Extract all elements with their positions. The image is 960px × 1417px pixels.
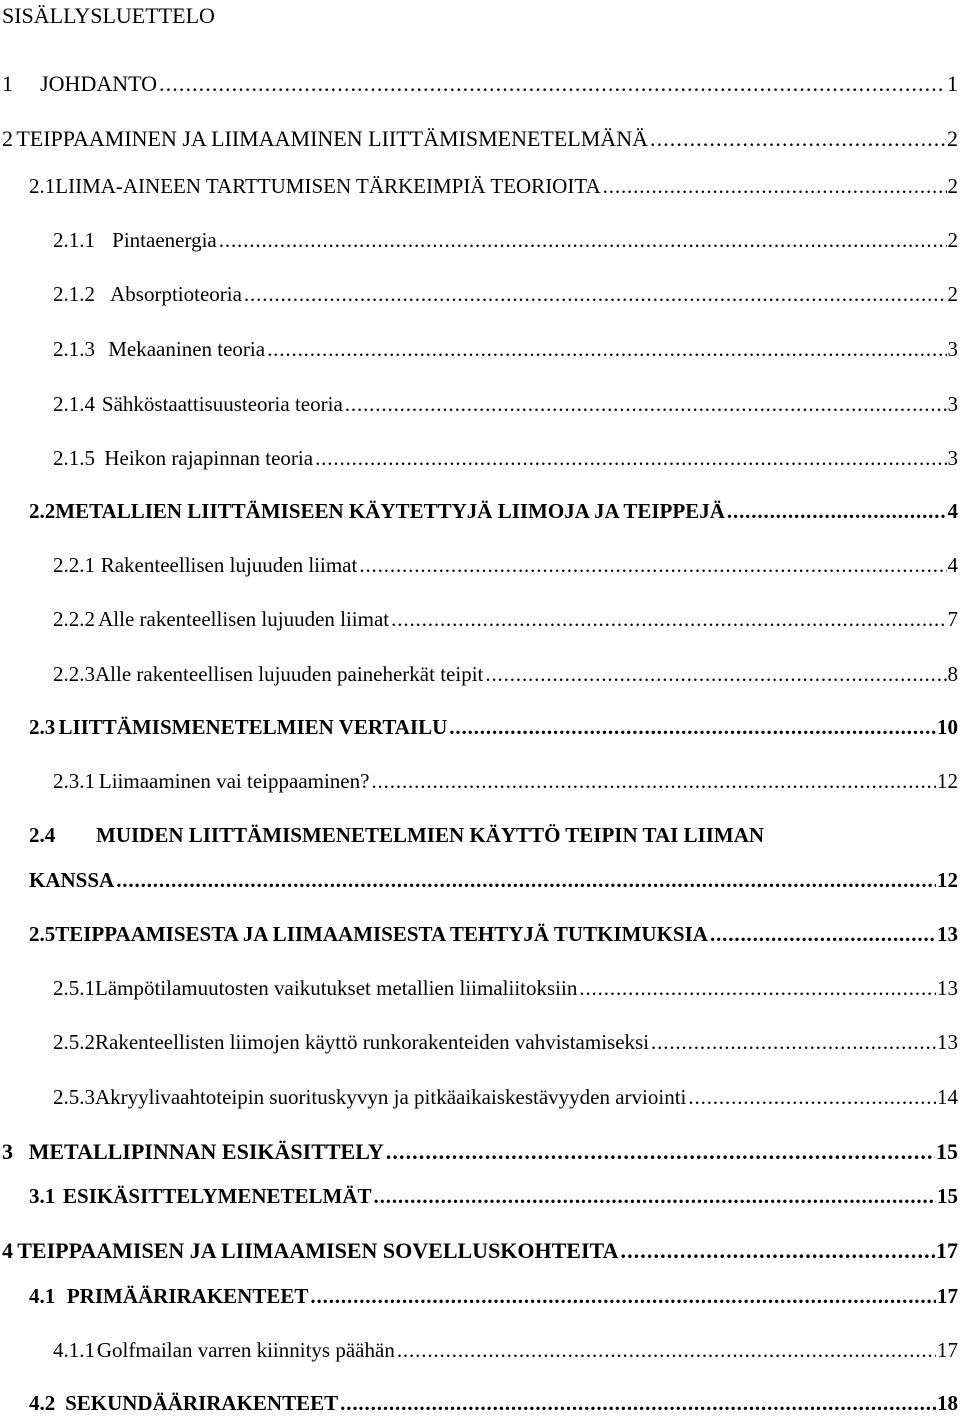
toc-leader-dots: [219, 226, 947, 254]
toc-entry-title: Pintaenergia: [112, 228, 217, 252]
toc-entry[interactable]: [53, 551, 958, 579]
toc-entry[interactable]: [53, 444, 958, 472]
toc-entry-page: 3: [947, 392, 958, 416]
toc-entry-page: 14: [937, 1085, 958, 1109]
toc-entry[interactable]: [53, 605, 958, 633]
toc-entry-page: 3: [947, 337, 958, 361]
toc-entry[interactable]: [2, 70, 958, 98]
toc-entry[interactable]: [53, 1083, 958, 1111]
toc-entry-title: Liimaaminen vai teippaaminen?: [98, 769, 370, 793]
toc-entry-title: Rakenteellisen lujuuden liimat: [100, 553, 358, 577]
toc-entry-title: METALLIEN LIITTÄMISEEN KÄYTETTYJÄ LIIMOJA JA TEIPPEJÄ: [55, 499, 725, 523]
toc-entry-number: 2.5.1: [53, 976, 95, 1000]
toc-entry-title: TEIPPAAMISEN JA LIIMAAMISEN SOVELLUSKOHTEITA: [17, 1238, 619, 1263]
toc-entry-page: 15: [936, 1139, 958, 1164]
toc-entry-title: Sähköstaattisuusteoria teoria: [101, 392, 343, 416]
toc-entry[interactable]: [53, 1028, 958, 1056]
toc-entry-page: 2: [947, 282, 958, 306]
toc-entry-page: 17: [937, 1338, 958, 1362]
toc-entry-title: Golfmailan varren kiinnitys päähän: [96, 1338, 395, 1362]
toc-entry[interactable]: [53, 390, 958, 418]
toc-entry-page: 2: [947, 228, 958, 252]
toc-entry[interactable]: [29, 497, 958, 525]
toc-entry-number: 2.3.1: [53, 769, 95, 793]
toc-entry-number: 2.2.3: [53, 662, 95, 686]
toc-entry-number: 2.1.1: [53, 228, 95, 252]
toc-entry-number: 2.2.1: [53, 553, 95, 577]
toc-entry-title: METALLIPINNAN ESIKÄSITTELY: [28, 1139, 384, 1164]
toc-entry[interactable]: [29, 1389, 958, 1417]
toc-entry-number: 2.2.2: [53, 607, 95, 631]
toc-entry-page: 4: [947, 553, 958, 577]
toc-entry[interactable]: [29, 920, 958, 948]
toc-entry-title: JOHDANTO: [40, 71, 158, 96]
toc-entry-number: 2.1: [29, 174, 56, 198]
toc-entry-page: 3: [947, 446, 958, 470]
toc-entry-title: Mekaaninen teoria: [108, 337, 266, 361]
toc-entry[interactable]: [53, 974, 958, 1002]
toc-entry-page: 7: [947, 607, 958, 631]
toc-entry[interactable]: [2, 1237, 958, 1265]
toc-entry[interactable]: [53, 226, 958, 254]
toc-entry-page: 17: [937, 1284, 958, 1308]
toc-entry-title: ESIKÄSITTELYMENETELMÄT: [63, 1184, 372, 1208]
toc-entry-title: PRIMÄÄRIRAKENTEET: [66, 1284, 309, 1308]
toc-entry[interactable]: [29, 1282, 958, 1310]
toc-entry-number: 2: [2, 126, 13, 151]
toc-entry-number: 2.1.3: [53, 337, 95, 361]
toc-leader-dots: [244, 280, 947, 308]
toc-leader-dots: [391, 605, 946, 633]
toc-leader-dots: [579, 974, 936, 1002]
toc-entry[interactable]: [29, 821, 958, 849]
toc-leader-dots: [603, 172, 947, 200]
toc-entry-title: Alle rakenteellisen lujuuden paineherkät teipit: [95, 662, 484, 686]
toc-entry-page: 13: [937, 922, 958, 946]
toc-leader-dots: [386, 1138, 935, 1166]
toc-leader-dots: [727, 497, 947, 525]
toc-leader-dots: [359, 551, 946, 579]
toc-entry-title: Heikon rajapinnan teoria: [104, 446, 314, 470]
toc-entry-title: MUIDEN LIITTÄMISMENETELMIEN KÄYTTÖ TEIPIN TAI LIIMAN: [96, 823, 765, 847]
toc-entry-title: Lämpötilamuutosten vaikutukset metallien liimaliitoksiin: [95, 976, 578, 1000]
toc-leader-dots: [310, 1282, 936, 1310]
toc-entry[interactable]: [53, 767, 958, 795]
toc-entry-number: 4.1.1: [53, 1338, 95, 1362]
toc-entry-title: TEIPPAAMISESTA JA LIIMAAMISESTA TEHTYJÄ TUTKIMUKSIA: [55, 922, 708, 946]
toc-entry-title: Rakenteellisten liimojen käyttö runkorakenteiden vahvistamiseksi: [95, 1030, 650, 1054]
toc-entry-title: LIITTÄMISMENETELMIEN VERTAILU: [58, 715, 448, 739]
toc-leader-dots: [650, 125, 946, 153]
toc-entry-title: KANSSA: [29, 868, 115, 892]
toc-entry-number: 2.1.4: [53, 392, 95, 416]
page-title: SISÄLLYSLUETTELO: [2, 3, 215, 28]
toc-entry-number: 2.2: [29, 499, 56, 523]
toc-entry-page: 10: [937, 715, 958, 739]
toc-leader-dots: [371, 767, 936, 795]
toc-entry[interactable]: [29, 713, 958, 741]
toc-entry-title: Akryylivaahtoteipin suorituskyvyn ja pitkäaikaiskestävyyden arviointi: [95, 1085, 687, 1109]
toc-entry[interactable]: [29, 172, 958, 200]
toc-entry-number: 2.3: [29, 715, 56, 739]
toc-entry-page: 15: [937, 1184, 958, 1208]
toc-leader-dots: [688, 1083, 936, 1111]
toc-leader-dots: [485, 660, 946, 688]
toc-entry[interactable]: [53, 660, 958, 688]
toc-entry-title: LIIMA-AINEEN TARTTUMISEN TÄRKEIMPIÄ TEORIOITA: [55, 174, 601, 198]
toc-entry-title: TEIPPAAMINEN JA LIIMAAMINEN LIITTÄMISMENETELMÄNÄ: [16, 126, 648, 151]
toc-entry-page: 4: [947, 499, 958, 523]
toc-entry-page: 18: [937, 1391, 958, 1415]
toc-entry-title: Absorptioteoria: [110, 282, 242, 306]
toc-entry-number: 2.1.5: [53, 446, 95, 470]
toc-entry-number: 4: [2, 1238, 13, 1263]
toc-entry-continuation[interactable]: [29, 866, 958, 894]
toc-entry-number: 2.4: [29, 823, 56, 847]
toc-entry[interactable]: [53, 280, 958, 308]
toc-entry-number: 2.5.2: [53, 1030, 95, 1054]
toc-leader-dots: [651, 1028, 936, 1056]
toc-entry[interactable]: [53, 335, 958, 363]
toc-leader-dots: [315, 444, 946, 472]
toc-entry[interactable]: [2, 1138, 958, 1166]
toc-entry-page: 12: [937, 868, 958, 892]
toc-leader-dots: [620, 1237, 935, 1265]
toc-entry-page: 8: [947, 662, 958, 686]
toc-entry-page: 1: [947, 71, 958, 96]
toc-entry-page: 13: [937, 976, 958, 1000]
toc-leader-dots: [340, 1389, 936, 1417]
toc-leader-dots: [116, 866, 936, 894]
toc-leader-dots: [374, 1182, 936, 1210]
toc-entry-number: 2.1.2: [53, 282, 95, 306]
toc-leader-dots: [397, 1336, 936, 1364]
toc-leader-dots: [449, 713, 936, 741]
toc-entry-number: 1: [2, 71, 13, 96]
toc-entry[interactable]: [53, 1336, 958, 1364]
toc-entry-number: 2.5: [29, 922, 56, 946]
toc-leader-dots: [345, 390, 947, 418]
toc-entry-title: Alle rakenteellisen lujuuden liimat: [98, 607, 390, 631]
toc-entry-number: 3.1: [29, 1184, 56, 1208]
toc-entry[interactable]: [29, 1182, 958, 1210]
toc-entry[interactable]: [2, 125, 958, 153]
toc-entry-number: 3: [2, 1139, 13, 1164]
toc-leader-dots: [267, 335, 946, 363]
toc-entry-number: 4.1: [29, 1284, 56, 1308]
toc-leader-dots: [159, 70, 946, 98]
toc-entry-page: 2: [947, 126, 958, 151]
toc-entry-number: 4.2: [29, 1391, 56, 1415]
toc-entry-number: 2.5.3: [53, 1085, 95, 1109]
toc-entry-page: 2: [947, 174, 958, 198]
toc-entry-page: 12: [937, 769, 958, 793]
toc-entry-page: 17: [936, 1238, 958, 1263]
toc-leader-dots: [710, 920, 936, 948]
toc-entry-title: SEKUNDÄÄRIRAKENTEET: [65, 1391, 339, 1415]
toc-entry-page: 13: [937, 1030, 958, 1054]
